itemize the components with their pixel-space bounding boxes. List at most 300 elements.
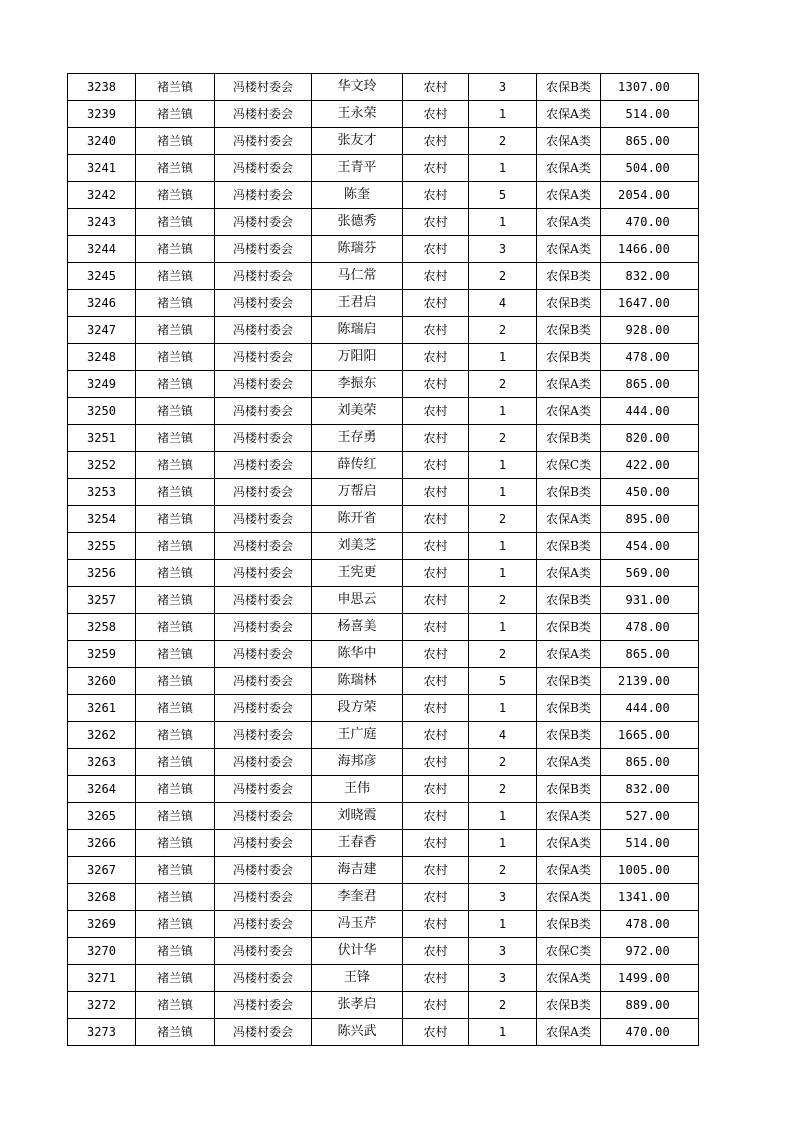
name-cell: 张友才 bbox=[312, 128, 403, 155]
village-committee-cell: 冯楼村委会 bbox=[215, 425, 312, 452]
serial-number-cell: 3261 bbox=[68, 695, 136, 722]
town-cell: 褚兰镇 bbox=[136, 668, 215, 695]
household-count-cell: 2 bbox=[469, 857, 537, 884]
amount-cell: 1341.00 bbox=[601, 884, 699, 911]
town-cell: 褚兰镇 bbox=[136, 938, 215, 965]
village-committee-cell: 冯楼村委会 bbox=[215, 182, 312, 209]
amount-cell: 1466.00 bbox=[601, 236, 699, 263]
amount-cell: 478.00 bbox=[601, 911, 699, 938]
amount-cell: 527.00 bbox=[601, 803, 699, 830]
insurance-category-cell: 农保C类 bbox=[537, 452, 601, 479]
table-row bbox=[68, 668, 699, 695]
household-count-cell: 2 bbox=[469, 128, 537, 155]
table-row bbox=[68, 533, 699, 560]
amount-cell: 514.00 bbox=[601, 830, 699, 857]
village-committee-cell: 冯楼村委会 bbox=[215, 641, 312, 668]
table-row bbox=[68, 938, 699, 965]
amount-cell: 444.00 bbox=[601, 398, 699, 425]
town-cell: 褚兰镇 bbox=[136, 857, 215, 884]
household-count-cell: 3 bbox=[469, 884, 537, 911]
town-cell: 褚兰镇 bbox=[136, 641, 215, 668]
insurance-category-cell: 农保B类 bbox=[537, 317, 601, 344]
household-count-cell: 1 bbox=[469, 695, 537, 722]
name-cell: 刘美芝 bbox=[312, 533, 403, 560]
name-cell: 王春香 bbox=[312, 830, 403, 857]
insurance-category-cell: 农保A类 bbox=[537, 182, 601, 209]
insurance-category-cell: 农保B类 bbox=[537, 533, 601, 560]
village-committee-cell: 冯楼村委会 bbox=[215, 884, 312, 911]
area-type-cell: 农村 bbox=[403, 803, 469, 830]
name-cell: 申思云 bbox=[312, 587, 403, 614]
name-cell: 王锋 bbox=[312, 965, 403, 992]
insurance-category-cell: 农保B类 bbox=[537, 344, 601, 371]
town-cell: 褚兰镇 bbox=[136, 209, 215, 236]
serial-number-cell: 3253 bbox=[68, 479, 136, 506]
name-cell: 李振东 bbox=[312, 371, 403, 398]
amount-cell: 1307.00 bbox=[601, 74, 699, 101]
table-row bbox=[68, 236, 699, 263]
area-type-cell: 农村 bbox=[403, 911, 469, 938]
household-count-cell: 1 bbox=[469, 155, 537, 182]
insurance-category-cell: 农保A类 bbox=[537, 884, 601, 911]
name-cell: 陈开省 bbox=[312, 506, 403, 533]
village-committee-cell: 冯楼村委会 bbox=[215, 857, 312, 884]
table-row bbox=[68, 209, 699, 236]
serial-number-cell: 3267 bbox=[68, 857, 136, 884]
table-row bbox=[68, 128, 699, 155]
amount-cell: 422.00 bbox=[601, 452, 699, 479]
name-cell: 陈瑞林 bbox=[312, 668, 403, 695]
household-count-cell: 2 bbox=[469, 317, 537, 344]
household-count-cell: 1 bbox=[469, 911, 537, 938]
table-row bbox=[68, 506, 699, 533]
household-count-cell: 1 bbox=[469, 830, 537, 857]
amount-cell: 2139.00 bbox=[601, 668, 699, 695]
table-row bbox=[68, 722, 699, 749]
insurance-category-cell: 农保A类 bbox=[537, 749, 601, 776]
serial-number-cell: 3239 bbox=[68, 101, 136, 128]
insurance-category-cell: 农保A类 bbox=[537, 830, 601, 857]
name-cell: 万帮启 bbox=[312, 479, 403, 506]
town-cell: 褚兰镇 bbox=[136, 695, 215, 722]
household-count-cell: 1 bbox=[469, 452, 537, 479]
serial-number-cell: 3247 bbox=[68, 317, 136, 344]
village-committee-cell: 冯楼村委会 bbox=[215, 695, 312, 722]
name-cell: 陈瑞启 bbox=[312, 317, 403, 344]
amount-cell: 1499.00 bbox=[601, 965, 699, 992]
table-row bbox=[68, 74, 699, 101]
table-row bbox=[68, 425, 699, 452]
name-cell: 刘晓霞 bbox=[312, 803, 403, 830]
insurance-category-cell: 农保B类 bbox=[537, 425, 601, 452]
insurance-category-cell: 农保A类 bbox=[537, 236, 601, 263]
serial-number-cell: 3245 bbox=[68, 263, 136, 290]
amount-cell: 820.00 bbox=[601, 425, 699, 452]
area-type-cell: 农村 bbox=[403, 371, 469, 398]
area-type-cell: 农村 bbox=[403, 155, 469, 182]
amount-cell: 1647.00 bbox=[601, 290, 699, 317]
village-committee-cell: 冯楼村委会 bbox=[215, 344, 312, 371]
insurance-category-cell: 农保A类 bbox=[537, 155, 601, 182]
area-type-cell: 农村 bbox=[403, 722, 469, 749]
amount-cell: 470.00 bbox=[601, 1019, 699, 1046]
area-type-cell: 农村 bbox=[403, 398, 469, 425]
household-count-cell: 2 bbox=[469, 749, 537, 776]
name-cell: 陈奎 bbox=[312, 182, 403, 209]
village-committee-cell: 冯楼村委会 bbox=[215, 290, 312, 317]
area-type-cell: 农村 bbox=[403, 290, 469, 317]
insurance-category-cell: 农保B类 bbox=[537, 668, 601, 695]
serial-number-cell: 3262 bbox=[68, 722, 136, 749]
serial-number-cell: 3246 bbox=[68, 290, 136, 317]
table-row bbox=[68, 776, 699, 803]
area-type-cell: 农村 bbox=[403, 236, 469, 263]
town-cell: 褚兰镇 bbox=[136, 803, 215, 830]
name-cell: 海邦彦 bbox=[312, 749, 403, 776]
town-cell: 褚兰镇 bbox=[136, 425, 215, 452]
area-type-cell: 农村 bbox=[403, 344, 469, 371]
serial-number-cell: 3271 bbox=[68, 965, 136, 992]
household-count-cell: 2 bbox=[469, 992, 537, 1019]
town-cell: 褚兰镇 bbox=[136, 533, 215, 560]
serial-number-cell: 3270 bbox=[68, 938, 136, 965]
area-type-cell: 农村 bbox=[403, 776, 469, 803]
serial-number-cell: 3252 bbox=[68, 452, 136, 479]
insurance-category-cell: 农保C类 bbox=[537, 938, 601, 965]
serial-number-cell: 3255 bbox=[68, 533, 136, 560]
table-row bbox=[68, 101, 699, 128]
area-type-cell: 农村 bbox=[403, 614, 469, 641]
amount-cell: 454.00 bbox=[601, 533, 699, 560]
insurance-category-cell: 农保A类 bbox=[537, 101, 601, 128]
household-count-cell: 3 bbox=[469, 74, 537, 101]
village-committee-cell: 冯楼村委会 bbox=[215, 398, 312, 425]
household-count-cell: 4 bbox=[469, 722, 537, 749]
area-type-cell: 农村 bbox=[403, 857, 469, 884]
village-committee-cell: 冯楼村委会 bbox=[215, 911, 312, 938]
amount-cell: 928.00 bbox=[601, 317, 699, 344]
name-cell: 段方荣 bbox=[312, 695, 403, 722]
area-type-cell: 农村 bbox=[403, 695, 469, 722]
town-cell: 褚兰镇 bbox=[136, 128, 215, 155]
name-cell: 海吉建 bbox=[312, 857, 403, 884]
household-count-cell: 1 bbox=[469, 560, 537, 587]
household-count-cell: 1 bbox=[469, 479, 537, 506]
town-cell: 褚兰镇 bbox=[136, 236, 215, 263]
village-committee-cell: 冯楼村委会 bbox=[215, 722, 312, 749]
town-cell: 褚兰镇 bbox=[136, 506, 215, 533]
town-cell: 褚兰镇 bbox=[136, 452, 215, 479]
area-type-cell: 农村 bbox=[403, 560, 469, 587]
insurance-category-cell: 农保B类 bbox=[537, 722, 601, 749]
insurance-category-cell: 农保A类 bbox=[537, 965, 601, 992]
town-cell: 褚兰镇 bbox=[136, 344, 215, 371]
household-count-cell: 2 bbox=[469, 371, 537, 398]
name-cell: 马仁常 bbox=[312, 263, 403, 290]
village-committee-cell: 冯楼村委会 bbox=[215, 1019, 312, 1046]
village-committee-cell: 冯楼村委会 bbox=[215, 533, 312, 560]
area-type-cell: 农村 bbox=[403, 533, 469, 560]
town-cell: 褚兰镇 bbox=[136, 992, 215, 1019]
table-row bbox=[68, 344, 699, 371]
town-cell: 褚兰镇 bbox=[136, 101, 215, 128]
town-cell: 褚兰镇 bbox=[136, 1019, 215, 1046]
amount-cell: 514.00 bbox=[601, 101, 699, 128]
insurance-category-cell: 农保A类 bbox=[537, 398, 601, 425]
area-type-cell: 农村 bbox=[403, 830, 469, 857]
amount-cell: 504.00 bbox=[601, 155, 699, 182]
village-committee-cell: 冯楼村委会 bbox=[215, 506, 312, 533]
town-cell: 褚兰镇 bbox=[136, 479, 215, 506]
household-count-cell: 4 bbox=[469, 290, 537, 317]
village-committee-cell: 冯楼村委会 bbox=[215, 668, 312, 695]
ledger-body bbox=[68, 74, 699, 1046]
household-count-cell: 1 bbox=[469, 101, 537, 128]
area-type-cell: 农村 bbox=[403, 938, 469, 965]
area-type-cell: 农村 bbox=[403, 479, 469, 506]
village-committee-cell: 冯楼村委会 bbox=[215, 587, 312, 614]
serial-number-cell: 3248 bbox=[68, 344, 136, 371]
amount-cell: 931.00 bbox=[601, 587, 699, 614]
village-committee-cell: 冯楼村委会 bbox=[215, 371, 312, 398]
insurance-category-cell: 农保A类 bbox=[537, 641, 601, 668]
table-row bbox=[68, 1019, 699, 1046]
insurance-category-cell: 农保B类 bbox=[537, 263, 601, 290]
name-cell: 刘美荣 bbox=[312, 398, 403, 425]
name-cell: 陈兴武 bbox=[312, 1019, 403, 1046]
area-type-cell: 农村 bbox=[403, 425, 469, 452]
town-cell: 褚兰镇 bbox=[136, 776, 215, 803]
household-count-cell: 2 bbox=[469, 587, 537, 614]
area-type-cell: 农村 bbox=[403, 209, 469, 236]
village-committee-cell: 冯楼村委会 bbox=[215, 236, 312, 263]
table-row bbox=[68, 587, 699, 614]
name-cell: 杨喜美 bbox=[312, 614, 403, 641]
table-row bbox=[68, 965, 699, 992]
table-row bbox=[68, 479, 699, 506]
table-row bbox=[68, 884, 699, 911]
household-count-cell: 5 bbox=[469, 668, 537, 695]
village-committee-cell: 冯楼村委会 bbox=[215, 560, 312, 587]
insurance-category-cell: 农保B类 bbox=[537, 479, 601, 506]
household-count-cell: 3 bbox=[469, 938, 537, 965]
household-count-cell: 3 bbox=[469, 236, 537, 263]
serial-number-cell: 3244 bbox=[68, 236, 136, 263]
serial-number-cell: 3256 bbox=[68, 560, 136, 587]
village-committee-cell: 冯楼村委会 bbox=[215, 965, 312, 992]
amount-cell: 889.00 bbox=[601, 992, 699, 1019]
village-committee-cell: 冯楼村委会 bbox=[215, 317, 312, 344]
area-type-cell: 农村 bbox=[403, 74, 469, 101]
name-cell: 王宪更 bbox=[312, 560, 403, 587]
serial-number-cell: 3265 bbox=[68, 803, 136, 830]
area-type-cell: 农村 bbox=[403, 506, 469, 533]
village-committee-cell: 冯楼村委会 bbox=[215, 992, 312, 1019]
table-row bbox=[68, 317, 699, 344]
town-cell: 褚兰镇 bbox=[136, 614, 215, 641]
name-cell: 王君启 bbox=[312, 290, 403, 317]
name-cell: 冯玉芹 bbox=[312, 911, 403, 938]
serial-number-cell: 3266 bbox=[68, 830, 136, 857]
name-cell: 李奎君 bbox=[312, 884, 403, 911]
table-row bbox=[68, 992, 699, 1019]
household-count-cell: 2 bbox=[469, 776, 537, 803]
insurance-category-cell: 农保B类 bbox=[537, 695, 601, 722]
household-count-cell: 1 bbox=[469, 533, 537, 560]
household-count-cell: 2 bbox=[469, 641, 537, 668]
household-count-cell: 2 bbox=[469, 506, 537, 533]
area-type-cell: 农村 bbox=[403, 641, 469, 668]
village-committee-cell: 冯楼村委会 bbox=[215, 209, 312, 236]
household-count-cell: 2 bbox=[469, 425, 537, 452]
insurance-category-cell: 农保B类 bbox=[537, 911, 601, 938]
insurance-category-cell: 农保A类 bbox=[537, 560, 601, 587]
name-cell: 王永荣 bbox=[312, 101, 403, 128]
household-count-cell: 1 bbox=[469, 398, 537, 425]
name-cell: 薛传红 bbox=[312, 452, 403, 479]
village-committee-cell: 冯楼村委会 bbox=[215, 614, 312, 641]
town-cell: 褚兰镇 bbox=[136, 290, 215, 317]
town-cell: 褚兰镇 bbox=[136, 830, 215, 857]
table-row bbox=[68, 263, 699, 290]
area-type-cell: 农村 bbox=[403, 884, 469, 911]
town-cell: 褚兰镇 bbox=[136, 155, 215, 182]
serial-number-cell: 3263 bbox=[68, 749, 136, 776]
serial-number-cell: 3269 bbox=[68, 911, 136, 938]
town-cell: 褚兰镇 bbox=[136, 74, 215, 101]
amount-cell: 1005.00 bbox=[601, 857, 699, 884]
name-cell: 万阳阳 bbox=[312, 344, 403, 371]
amount-cell: 478.00 bbox=[601, 344, 699, 371]
amount-cell: 865.00 bbox=[601, 128, 699, 155]
insurance-category-cell: 农保A类 bbox=[537, 1019, 601, 1046]
amount-cell: 832.00 bbox=[601, 263, 699, 290]
insurance-category-cell: 农保B类 bbox=[537, 587, 601, 614]
serial-number-cell: 3241 bbox=[68, 155, 136, 182]
table-row bbox=[68, 911, 699, 938]
household-count-cell: 3 bbox=[469, 965, 537, 992]
area-type-cell: 农村 bbox=[403, 668, 469, 695]
village-committee-cell: 冯楼村委会 bbox=[215, 263, 312, 290]
area-type-cell: 农村 bbox=[403, 452, 469, 479]
serial-number-cell: 3273 bbox=[68, 1019, 136, 1046]
table-row bbox=[68, 641, 699, 668]
village-committee-cell: 冯楼村委会 bbox=[215, 776, 312, 803]
insurance-category-cell: 农保B类 bbox=[537, 776, 601, 803]
serial-number-cell: 3240 bbox=[68, 128, 136, 155]
town-cell: 褚兰镇 bbox=[136, 884, 215, 911]
amount-cell: 478.00 bbox=[601, 614, 699, 641]
amount-cell: 2054.00 bbox=[601, 182, 699, 209]
insurance-category-cell: 农保A类 bbox=[537, 803, 601, 830]
town-cell: 褚兰镇 bbox=[136, 182, 215, 209]
insurance-category-cell: 农保B类 bbox=[537, 614, 601, 641]
village-committee-cell: 冯楼村委会 bbox=[215, 101, 312, 128]
area-type-cell: 农村 bbox=[403, 992, 469, 1019]
village-committee-cell: 冯楼村委会 bbox=[215, 74, 312, 101]
village-committee-cell: 冯楼村委会 bbox=[215, 479, 312, 506]
town-cell: 褚兰镇 bbox=[136, 587, 215, 614]
town-cell: 褚兰镇 bbox=[136, 749, 215, 776]
table-row bbox=[68, 371, 699, 398]
village-committee-cell: 冯楼村委会 bbox=[215, 830, 312, 857]
serial-number-cell: 3260 bbox=[68, 668, 136, 695]
insurance-category-cell: 农保A类 bbox=[537, 128, 601, 155]
area-type-cell: 农村 bbox=[403, 1019, 469, 1046]
table-row bbox=[68, 182, 699, 209]
table-row bbox=[68, 452, 699, 479]
town-cell: 褚兰镇 bbox=[136, 560, 215, 587]
area-type-cell: 农村 bbox=[403, 182, 469, 209]
name-cell: 华文玲 bbox=[312, 74, 403, 101]
area-type-cell: 农村 bbox=[403, 965, 469, 992]
amount-cell: 450.00 bbox=[601, 479, 699, 506]
insurance-category-cell: 农保B类 bbox=[537, 74, 601, 101]
table-row bbox=[68, 560, 699, 587]
household-count-cell: 1 bbox=[469, 209, 537, 236]
town-cell: 褚兰镇 bbox=[136, 371, 215, 398]
amount-cell: 865.00 bbox=[601, 749, 699, 776]
area-type-cell: 农村 bbox=[403, 749, 469, 776]
insurance-category-cell: 农保A类 bbox=[537, 209, 601, 236]
table-row bbox=[68, 857, 699, 884]
serial-number-cell: 3259 bbox=[68, 641, 136, 668]
village-committee-cell: 冯楼村委会 bbox=[215, 128, 312, 155]
serial-number-cell: 3268 bbox=[68, 884, 136, 911]
serial-number-cell: 3251 bbox=[68, 425, 136, 452]
area-type-cell: 农村 bbox=[403, 128, 469, 155]
town-cell: 褚兰镇 bbox=[136, 398, 215, 425]
name-cell: 王存勇 bbox=[312, 425, 403, 452]
household-count-cell: 1 bbox=[469, 344, 537, 371]
table-row bbox=[68, 155, 699, 182]
household-count-cell: 1 bbox=[469, 803, 537, 830]
amount-cell: 444.00 bbox=[601, 695, 699, 722]
name-cell: 伏计华 bbox=[312, 938, 403, 965]
town-cell: 褚兰镇 bbox=[136, 965, 215, 992]
insurance-category-cell: 农保A类 bbox=[537, 506, 601, 533]
table-row bbox=[68, 614, 699, 641]
table-row bbox=[68, 830, 699, 857]
serial-number-cell: 3249 bbox=[68, 371, 136, 398]
village-committee-cell: 冯楼村委会 bbox=[215, 803, 312, 830]
insurance-category-cell: 农保A类 bbox=[537, 371, 601, 398]
amount-cell: 972.00 bbox=[601, 938, 699, 965]
amount-cell: 895.00 bbox=[601, 506, 699, 533]
insurance-category-cell: 农保B类 bbox=[537, 992, 601, 1019]
name-cell: 王伟 bbox=[312, 776, 403, 803]
village-committee-cell: 冯楼村委会 bbox=[215, 452, 312, 479]
name-cell: 张德秀 bbox=[312, 209, 403, 236]
amount-cell: 865.00 bbox=[601, 641, 699, 668]
household-count-cell: 2 bbox=[469, 263, 537, 290]
household-count-cell: 1 bbox=[469, 614, 537, 641]
town-cell: 褚兰镇 bbox=[136, 911, 215, 938]
ledger-table bbox=[67, 73, 699, 1046]
serial-number-cell: 3257 bbox=[68, 587, 136, 614]
table-row bbox=[68, 803, 699, 830]
area-type-cell: 农村 bbox=[403, 317, 469, 344]
serial-number-cell: 3264 bbox=[68, 776, 136, 803]
area-type-cell: 农村 bbox=[403, 101, 469, 128]
area-type-cell: 农村 bbox=[403, 587, 469, 614]
serial-number-cell: 3258 bbox=[68, 614, 136, 641]
serial-number-cell: 3272 bbox=[68, 992, 136, 1019]
table-row bbox=[68, 749, 699, 776]
town-cell: 褚兰镇 bbox=[136, 263, 215, 290]
insurance-category-cell: 农保B类 bbox=[537, 290, 601, 317]
village-committee-cell: 冯楼村委会 bbox=[215, 938, 312, 965]
